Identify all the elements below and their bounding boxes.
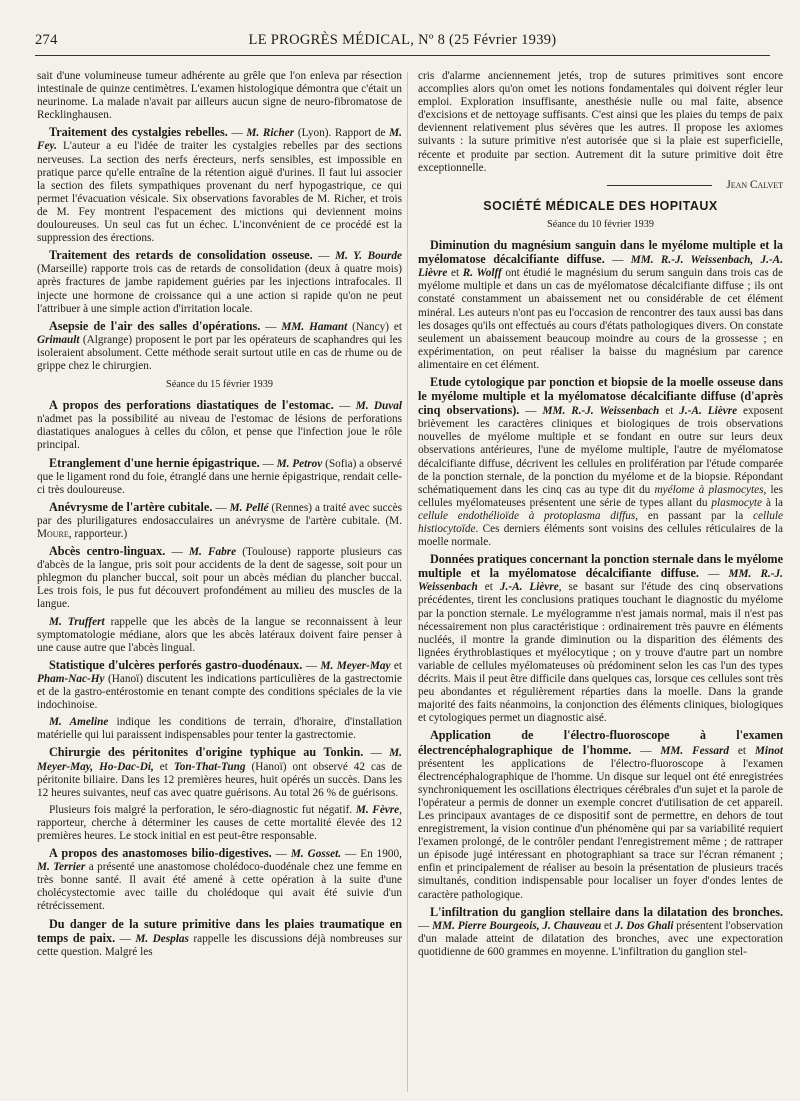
author: M. Y. Bourde <box>335 250 402 263</box>
article-title: Application de l'électro-fluoroscope à l'examen électrencéphalographique de l'homme. <box>418 728 783 757</box>
article-title: Traitement des retards de consolidation osseuse. <box>49 248 313 263</box>
author: Grimault <box>37 333 80 346</box>
author: J. Dos Ghali <box>615 919 674 932</box>
author: MM. Fessard <box>660 744 729 757</box>
author: MM. R.-J. Weissenbach <box>418 568 783 594</box>
author: M. Duval <box>355 400 402 413</box>
article-magnesium: Diminution du magnésium sanguin dans le myélome multiple et la myélomatose décalcifiante diffuse. — MM. R.-J. Weissenbach, J.-A. Lièvre et R. Wolff ont étudié le magnésium du serum sanguin dans trois cas de myélome multiple et dans un cas de myélomatose décalcifiante diffuse ; ils ont constaté constamment un abaissement net ou considérable de cet élément minéral. Les auteurs n'ont pas eu l'occasion de rencontrer des taux aussi bas dans les dosages qu'ils ont effectués au cours d'états pathologiques divers. On constate seulement un abaissement beaucoup moindre au cours de la grossesse ; en expérimentation, on peut réaliser la baisse du magnésium par carence alimentaire en cet élément. <box>418 238 783 371</box>
article-title: Traitement des cystalgies rebelles. <box>49 125 228 140</box>
author: M. Desplas <box>135 932 189 945</box>
author: M. Meyer-May <box>320 659 391 672</box>
article-title: L'infiltration du ganglion stellaire dans la dilatation des bronches. <box>430 904 783 919</box>
article-title: Etranglement d'une hernie épigastrique. <box>49 455 260 470</box>
left-column <box>37 70 402 1095</box>
author: M. Fey. <box>37 127 402 153</box>
article-text: présentent l'observation d'un malade atteint de dilatation des bronches, avec une expectoration quotidienne de 600 grammes en moyenne. L'infiltration du ganglion stel- <box>418 919 783 958</box>
author: M. Ameline <box>49 716 109 729</box>
article-text: (Hanoï) discutent les indications particulières de la gastrectomie et de la gastro-entérostomie en tenant compte des conditions spéciales de la vie indochinoise. <box>37 672 402 712</box>
society-heading: SOCIÉTÉ MÉDICALE DES HOPITAUX <box>483 198 718 213</box>
author: M. Gosset. <box>290 848 342 861</box>
article-title: Statistique d'ulcères perforés gastro-duodénaux. <box>49 657 303 672</box>
article-text: présentent les applications de l'électro-fluoroscope à l'examen électrencéphalographique de l'homme. Un disque sur lequel ont été enregistrées synchroniquement les oscillations électriques cérébrales d'un sujet et la parole de l'opérateur a permis de donner un exemple concret d'utilisation de cet appareil. Les principaux avantages de ce dispositif sont de permettre, en dehors de tout enregistrement, la vision continue d'un phénomène qui par sa variabilité requiert l'examen prolongé, de le contrôler pendant l'enregistrement même ; de rattraper un épisode jugé intéressant en photographiant sa trace sur l'écran rémanent ; enfin et principalement de réaliser au besoin la présentation de plusieurs tracés simultanés, condition indispensable pour localiser un foyer d'ondes lentes de caractère pathologique. <box>418 757 783 901</box>
column-divider <box>407 72 408 1092</box>
author: M. Fèvre <box>355 803 400 816</box>
article-peritonites-reply: Plusieurs fois malgré la perforation, le séro-diagnostic fut négatif. M. Fèvre, rapporteur, cherche à déterminer les causes de cette mortalité élevée des 12 premières heures. Le stock initial en est peut-être responsable. <box>37 803 402 842</box>
article-title: Du danger de la suture primitive dans les plaies traumatique en temps de paix. <box>37 916 402 945</box>
article-text: indique les conditions de terrain, d'horaire, d'installation matérielle qui lui paraissent indispensables pour tenter la gastrectomie. <box>37 716 402 742</box>
session-date: Séance du 10 février 1939 <box>547 218 654 230</box>
article-text: n'admet pas la possibilité au niveau de l'estomac de lésions de perforations diastatiques analogues à celles du côlon, et pense que l'infection joue le rôle principal. <box>37 413 402 452</box>
header-rule <box>35 55 770 56</box>
session-date: Séance du 15 février 1939 <box>166 379 273 391</box>
signature: Jean Calvet <box>726 178 783 191</box>
article-text: (Hanoï) ont observé 42 cas de péritonite biliaire. Dans les 12 premières heures, huit opérés un succès. Dans les 12 heures suivantes, neuf cas avec quatre guérisons. Au total 26 % de guérisons. <box>37 760 402 799</box>
article-peritonites: Chirurgie des péritonites d'origine typhique au Tonkin. — M. Meyer-May, Ho-Dac-Di, et Ton-That-Tung (Hanoï) ont observé 42 cas de péritonite biliaire. Dans les 12 premières heures, huit opérés un succès. Dans les 12 heures suivantes, neuf cas avec quatre guérisons. Au total 26 % de guérisons. <box>37 745 402 799</box>
author: R. Wolff <box>462 267 502 280</box>
author: M. Terrier <box>37 861 86 874</box>
author: MM. R.-J. Weissenbach <box>542 405 660 418</box>
author: Minot <box>754 744 783 757</box>
page-number: 274 <box>35 32 58 48</box>
article-text: a présenté une anastomose cholédoco-duodénale chez une femme en très bonne santé. Il avait été amené à cette opération à la suite d'une cholécystectomie avec taille du cholédoque qui avait été suivie d'un rétrécissement. <box>37 861 402 913</box>
article-title: Abcès centro-linguax. <box>49 544 166 559</box>
rapporteur-name: Moure <box>37 528 69 540</box>
author: MM. Pierre Bourgeois, J. Chauveau <box>432 919 602 932</box>
signature-rule <box>607 185 712 186</box>
article-ulceres-reply <box>37 716 402 742</box>
article-text: rappelle que les abcès de la langue se reconnaissent à leur symptomatologie médiane, alors que les abcès latéraux doivent faire penser à une cause autre que l'abcès lingual. <box>37 615 402 654</box>
author: M. Meyer-May, Ho-Dac-Di, <box>37 747 402 773</box>
author: M. Truffert <box>49 615 105 628</box>
author: M. Richer <box>246 127 295 140</box>
article-abces: Abcès centro-linguax. — M. Fabre (Toulouse) rapporte plusieurs cas d'abcès de la langue, pris soit pour accidents de la dent de sagesse, soit pour un phlegmon du plancher buccal, soit pour un abcès médian du plancher buccal. Les trois fois, le pus fut découvert profondément au milieu des muscles de la langue. <box>37 544 402 611</box>
author: M. Petrov <box>276 457 323 470</box>
article-abces-reply <box>37 616 402 655</box>
author: J.-A. Lièvre <box>679 405 738 418</box>
article-ponction-sternale: Données pratiques concernant la ponction sternale dans le myélome multiple et la myélomatose décalcifiante diffuse. — MM. R.-J. Weissenbach et J.-A. Lièvre, se basant sur l'étude des cinq observations précédentes, tirent les conclusions pratiques touchant le diagnostic du myélome par la ponction sternale. Le myélogramme n'est jamais normal, mais il n'est pas nécessairement non plus caractéristique : ordinairement très pauvre en éléments nucléés, il montre la grande diminution ou la disparition des éléments des lignées érythroblastiques et myélocytique ; on y trouve d'autre part un nombre variable de cellules myélomateuses où prédominent selon les cas l'un des types décrits. Mais il peut être difficile dans quelques cas, lorsque ces cellules sont très peu abondantes et régulièrement réparties dans la moelle. Dans la grande majorité des faits néanmoins, la conjonction des éléments cliniques, biologiques et cytologiques permet un diagnostic aisé. <box>418 552 783 725</box>
author: Ton-That-Tung <box>173 760 246 773</box>
article-text: (Algrange) proposent le port par les opérateurs de scaphandres qui les isoleraient absolument. Cette méthode serait surtout utile en cas de rhume ou de grippe chez le chirurgien. <box>37 333 402 372</box>
article-text: , se basant sur l'étude des cinq observations précédentes, tirent les conclusions pratiques touchant le diagnostic du myélome par la ponction sternale. Le myélogramme n'est jamais normal, mais il n'est pas nécessairement non plus caractéristique : ordinairement très pauvre en éléments nucléés, il montre la grande diminution ou la disparition des éléments des lignées érythroblastiques et myélocytique ; on y trouve d'autre part un nombre variable de cellules myélomateuses où prédominent selon les cas l'un des types décrits. Mais il peut être difficile dans quelques cas, lorsque ces cellules sont très peu abondantes et régulièrement réparties dans la moelle. Dans la grande majorité des faits néanmoins, la conjonction des éléments cliniques, biologiques et cytologiques permet un diagnostic aisé. <box>418 581 783 725</box>
article-text: rappelle les discussions déjà nombreuses sur cette question. Malgré les <box>37 932 402 958</box>
right-column <box>418 70 783 1095</box>
article-cytologie: Etude cytologique par ponction et biopsie de la moelle osseuse dans le myélome multiple et la myélomatose décalcifiante diffuse (d'après cinq observations). — MM. R.-J. Weissenbach et J.-A. Lièvre exposent brièvement les caractères cliniques et biologiques de trois observations nouvelles de myélome multiple et se fondant en outre sur leurs deux observations antérieures, l'une de myélome multiple, l'autre de myélomatose décalcifiante diffuse, décrivent les cellules en prolifération par l'étude comparée de la ponction sternale, de la ponction du myélome et de la biopsie. Répondant schématiquement dans les cinq cas au type dit du myélome à plasmocytes, les cellules myélomateuses présentent une série de types allant du plasmocyte à la cellule endothélioïde à protoplasma diffus, en passant par la cellule histiocytoïde. Ces derniers éléments sont voisins des cellules réticulaires de la moelle normale. <box>418 374 783 549</box>
continued-paragraph: cris d'alarme anciennement jetés, trop de sutures primitives sont encore accomplies alors qu'on omet les notions fondamentales qui doivent régler leur emploi. Exploration insuffisante, anesthésie nulle ou mal faite, absence d'excisions et de nettoyage suffisants. C'est ainsi que les plaies du temps de paix deviennent relativement plus sévères que les autres. Il propose les axiomes suivants : la suture primitive n'est autorisée que si la plaie est superficielle, récente et produite par section. Autrement dit la suture primitive doit être exceptionnelle. <box>418 70 783 174</box>
article-anevrysme: Anévrysme de l'artère cubitale. — M. Pellé (Rennes) a traité avec succès par des pluriligatures endosacculaires un anévrysme de l'artère cubitale. (M. Moure, rapporteur.) <box>37 499 402 540</box>
article-cystalgies: Traitement des cystalgies rebelles. — M. Richer (Lyon). Rapport de M. Fey. L'auteur a eu l'idée de traiter les cystalgies rebelles par des sections nerveuses. La section des nerfs érecteurs, nerfs sensibles, est impossible en pratique parce qu'elle entraîne de la rétention aiguë d'urines. Il faut lui associer la section des filets sympathiques provenant du nerf hypogastrique, ce qui permet l'évacuation vésicale. Six observations favorables de M. Richer, et trois de M. Fey montrent l'espacement des mictions qui deviennent moins douloureuses. Un seul cas fut un échec. L'inconvénient de ce procédé est la suppression des érections. <box>37 125 402 245</box>
article-suture: Du danger de la suture primitive dans les plaies traumatique en temps de paix. — M. Desplas rappelle les discussions déjà nombreuses sur cette question. Malgré les <box>37 916 402 958</box>
article-title: Asepsie de l'air des salles d'opérations. <box>49 318 261 333</box>
author: Pham-Nac-Hy <box>37 672 105 685</box>
article-ganglion-stellaire: L'infiltration du ganglion stellaire dans la dilatation des bronches. — MM. Pierre Bourgeois, J. Chauveau et J. Dos Ghali présentent l'observation d'un malade atteint de dilatation des bronches, avec une expectoration quotidienne de 600 grammes en moyenne. L'infiltration du ganglion stel- <box>418 904 783 958</box>
signature-line <box>418 179 783 192</box>
continued-paragraph: sait d'une volumineuse tumeur adhérente au grêle que l'on enleva par résection intestinale de quinze centimètres. L'examen histologique démontra que c'était un neurinome. La malade n'avait par ailleurs aucun signe de neuro-fibromatose de Recklinghausen. <box>37 70 402 122</box>
article-consolidation: Traitement des retards de consolidation osseuse. — M. Y. Bourde (Marseille) rapporte trois cas de retards de consolidation (deux à quatre mois) après fractures de jambe rapidement guéries par les injections intrafocales. Il injecte une hormone de croissance qui a une action si rapide qu'on ne peut l'attribuer à une simple action d'irritation locale. <box>37 248 402 315</box>
author: M. Fabre <box>188 546 237 559</box>
article-title: A propos des anastomoses bilio-digestives. <box>49 846 272 861</box>
article-text: (Toulouse) rapporte plusieurs cas d'abcès de la langue, pris soit pour accidents de la dent de sagesse, soit pour un phlegmon du plancher buccal, soit pour un abcès médian du plancher buccal. Les trois fois, le pus fut découvert profondément au milieu des muscles de la langue. <box>37 546 402 611</box>
article-title: Chirurgie des péritonites d'origine typhique au Tonkin. <box>49 745 364 760</box>
article-text: (Marseille) rapporte trois cas de retards de consolidation (deux à quatre mois) après fractures de jambe rapidement guéries par les injections intrafocales. Il injecte une hormone de croissance qui a une action si rapide qu'on ne peut l'attribuer à une simple action d'irritation locale. <box>37 263 402 315</box>
article-title: Diminution du magnésium sanguin dans le myélome multiple et la myélomatose décalcifiante diffuse. <box>418 238 783 267</box>
article-text: , rapporteur, cherche à déterminer les causes de cette mortalité élevée des 12 premières heures. Le stock initial en est peut-être responsable. <box>37 803 402 842</box>
article-text: L'auteur a eu l'idée de traiter les cystalgies rebelles par des sections nerveuses. La section des nerfs érecteurs, nerfs sensibles, est impossible en pratique parce qu'elle entraîne de la rétention aiguë d'urines. Il faut lui associer la section des filets sympathiques provenant du nerf hypogastrique, ce qui permet l'évacuation vésicale. Six observations favorables de M. Richer, et trois de M. Fey montrent l'espacement des mictions qui deviennent moins douloureuses. Un seul cas fut un échec. L'inconvénient de ce procédé est la suppression des érections. <box>37 140 402 245</box>
article-title: Données pratiques concernant la ponction sternale dans le myélome multiple et la myélomatose décalcifiante diffuse. <box>418 552 783 581</box>
running-title: LE PROGRÈS MÉDICAL, Nº 8 (25 Février 1939) <box>248 32 557 48</box>
running-header <box>35 30 770 56</box>
article-ulceres: Statistique d'ulcères perforés gastro-duodénaux. — M. Meyer-May et Pham-Nac-Hy (Hanoï) discutent les indications particulières de la gastrectomie et de la gastro-entérostomie en tenant compte des conditions spéciales de la vie indochinoise. <box>37 657 402 712</box>
article-perforations: A propos des perforations diastatiques de l'estomac. — M. Duval n'admet pas la possibilité au niveau de l'estomac de lésions de perforations diastatiques analogues à celles du côlon, et pense que l'infection joue le rôle principal. <box>37 398 402 452</box>
article-electro-fluoroscope: Application de l'électro-fluoroscope à l'examen électrencéphalographique de l'homme. — MM. Fessard et Minot présentent les applications de l'électro-fluoroscope à l'examen électrencéphalographique de l'homme. Un disque sur lequel ont été enregistrées synchroniquement les oscillations électriques cérébrales d'un sujet et la parole de l'opérateur a permis de donner un exemple concret d'utilisation de cet appareil. Les principaux avantages de ce dispositif sont de permettre, en dehors de tout enregistrement, la vision continue d'un phénomène qui par sa variabilité requiert l'examen prolongé, de le contrôler pendant l'enregistrement même ; de rattraper un épisode jugé intéressant en photographiant sa trace sur l'écran rémanent ; enfin et principalement de réaliser au besoin la présentation de plusieurs tracés simultanés, condition indispensable pour localiser un foyer d'ondes lentes de caractère pathologique. <box>418 728 783 901</box>
article-hernie: Etranglement d'une hernie épigastrique. — M. Petrov (Sofia) a observé que le ligament rond du foie, étranglé dans une hernie épigastrique, rendait celle-ci très douloureuse. <box>37 455 402 496</box>
article-text: (Rennes) a traité avec succès par des pluriligatures endosacculaires un anévrysme de l'artère cubitale. <box>37 501 402 527</box>
article-text: (Sofia) a observé que le ligament rond du foie, étranglé dans une hernie épigastrique, rendait celle-ci très douloureuse. <box>37 457 402 496</box>
article-asepsie: Asepsie de l'air des salles d'opérations. — MM. Hamant (Nancy) et Grimault (Algrange) proposent le port par les opérateurs de scaphandres qui les isoleraient absolument. Cette méthode serait surtout utile en cas de rhume ou de grippe chez le chirurgien. <box>37 318 402 372</box>
article-anastomoses: A propos des anastomoses bilio-digestives. — M. Gosset. — En 1900, M. Terrier a présenté une anastomose cholédoco-duodénale chez une femme en très bonne santé. Il avait été amené à cette opération à la suite d'une cholécystectomie avec taille du cholédoque qui avait été suivie d'un rétrécissement. <box>37 846 402 913</box>
author: M. Pellé <box>229 501 269 514</box>
article-title: Anévrysme de l'artère cubitale. <box>49 499 213 514</box>
article-text: ont étudié le magnésium du serum sanguin dans trois cas de myélome multiple et dans un cas de myélomatose décalcifiante diffuse ; ils ont constaté constamment un abaissement net ou considérable de cet élément minéral. Les auteurs n'ont pas eu l'occasion de rencontrer des taux aussi bas dans les dosages qu'ils ont effectués au cours d'états pathologiques divers. On constate seulement un abaissement beaucoup moindre au cours de la grossesse ; en expérimentation, on peut réaliser la baisse du magnésium par carence alimentaire en cet élément. <box>418 267 783 371</box>
article-title: A propos des perforations diastatiques de l'estomac. <box>49 398 334 413</box>
author: MM. Hamant <box>281 320 348 333</box>
author: MM. R.-J. Weissenbach, J.-A. Lièvre <box>418 254 783 280</box>
author: J.-A. Lièvre <box>499 581 559 594</box>
article-title: Etude cytologique par ponction et biopsie de la moelle osseuse dans le myélome multiple et la myélomatose décalcifiante diffuse (d'après cinq observations). <box>418 374 783 418</box>
